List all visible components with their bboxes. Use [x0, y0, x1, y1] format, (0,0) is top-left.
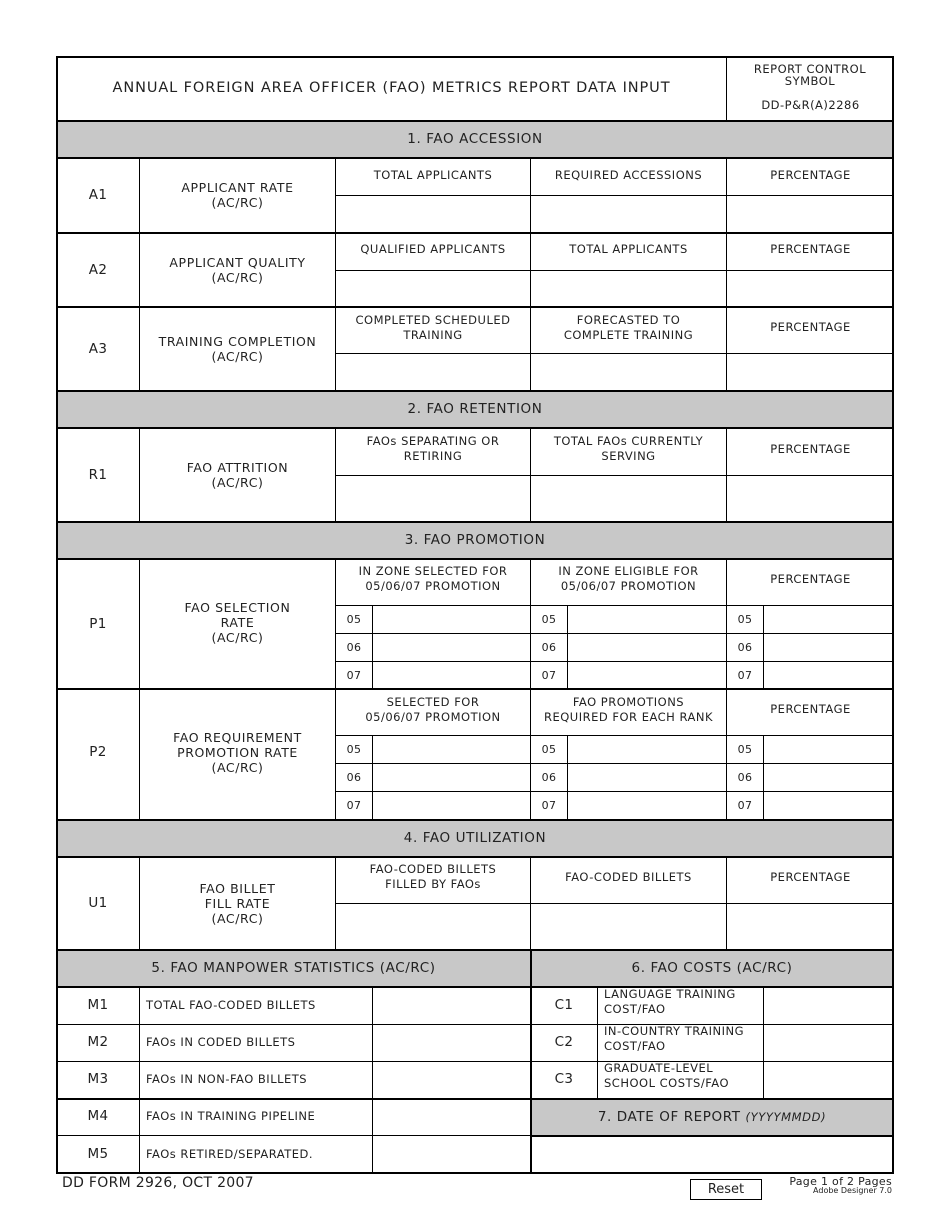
col-header: TOTAL APPLICANTS [569, 241, 688, 256]
p2-selected-06-input[interactable] [373, 764, 530, 791]
col-header [531, 432, 726, 466]
row-id-c1: C1 [554, 997, 574, 1013]
name-sub: (AC/RC) [211, 910, 264, 926]
col-header: PERCENTAGE [770, 319, 851, 334]
row-name-r1 [140, 428, 335, 522]
p1-eligible-07-input[interactable] [568, 662, 726, 688]
header-line: FILLED BY FAOs [385, 877, 481, 891]
a3-percentage-input[interactable] [727, 354, 893, 390]
manpower-label: FAOs RETIRED/SEPARATED. [146, 1146, 314, 1161]
col-header [336, 432, 530, 466]
col-header: PERCENTAGE [770, 441, 851, 456]
header-line: TRAINING [403, 328, 463, 342]
rcs-label: REPORT CONTROL SYMBOL [753, 62, 867, 88]
m5-input[interactable] [373, 1136, 530, 1172]
header-line: FAO PROMOTIONS [572, 695, 685, 709]
cost-label-line: LANGUAGE TRAINING [604, 987, 736, 1001]
header-line: SELECTED FOR [386, 695, 480, 709]
a3-completed-input[interactable] [336, 354, 530, 390]
a2-percentage-input[interactable] [727, 271, 893, 306]
header-line: 05/06/07 PROMOTION [365, 710, 501, 724]
p2-percentage-06-input[interactable] [764, 764, 893, 791]
rank-label: 05 [737, 613, 753, 626]
cost-label [598, 987, 763, 1024]
section-6-title: 6. FAO COSTS (AC/RC) [631, 960, 793, 976]
m3-input[interactable] [373, 1062, 530, 1098]
col-header: FAO-CODED BILLETS [565, 869, 692, 884]
row-id-m1: M1 [87, 997, 109, 1013]
section-4-title: 4. FAO UTILIZATION [403, 830, 547, 846]
cost-label-line: GRADUATE-LEVEL [604, 1061, 714, 1075]
col-header: TOTAL APPLICANTS [373, 167, 493, 182]
col-header [531, 562, 726, 596]
row-name-a2 [140, 233, 335, 307]
p1-percentage-05-input[interactable] [764, 606, 893, 633]
a1-required-accessions-input[interactable] [531, 196, 726, 232]
name-line: FAO BILLET [199, 880, 276, 896]
reset-button[interactable]: Reset [690, 1179, 762, 1200]
c1-input[interactable] [764, 988, 893, 1024]
header-line: COMPLETE TRAINING [563, 328, 694, 342]
r1-separating-input[interactable] [336, 476, 530, 521]
p1-percentage-07-input[interactable] [764, 662, 893, 688]
u1-coded-billets-input[interactable] [531, 904, 726, 949]
header-line: FORECASTED TO [576, 313, 681, 327]
rank-label: 06 [541, 771, 557, 784]
row-id-u1: U1 [88, 894, 108, 911]
c3-input[interactable] [764, 1062, 893, 1098]
manpower-label: FAOs IN TRAINING PIPELINE [146, 1109, 316, 1123]
rank-label: 07 [346, 669, 362, 682]
header-line: REQUIRED FOR EACH RANK [544, 710, 713, 724]
name-line: TRAINING COMPLETION [158, 334, 317, 349]
p1-percentage-06-input[interactable] [764, 634, 893, 661]
section-7-title [531, 1099, 893, 1136]
row-id-p1: P1 [89, 615, 107, 632]
c2-input[interactable] [764, 1025, 893, 1061]
rank-label: 05 [737, 743, 753, 756]
rank-label: 07 [346, 799, 362, 812]
rank-label: 05 [346, 743, 362, 756]
u1-percentage-input[interactable] [727, 904, 893, 949]
rank-label: 06 [346, 641, 362, 654]
p2-selected-07-input[interactable] [373, 792, 530, 819]
rank-label: 05 [346, 613, 362, 626]
name-sub: (AC/RC) [211, 475, 264, 490]
name-sub: (AC/RC) [211, 195, 264, 210]
row-id-c3: C3 [554, 1071, 574, 1087]
name-line: APPLICANT QUALITY [169, 255, 306, 270]
row-id-p2: P2 [89, 744, 107, 760]
rank-label: 06 [737, 641, 753, 654]
col-header [531, 311, 726, 345]
row-name-a1 [140, 158, 335, 232]
row-id-a3: A3 [88, 340, 108, 357]
section-7-label: 7. DATE OF REPORT [597, 1109, 741, 1125]
form-title: ANNUAL FOREIGN AREA OFFICER (FAO) METRICS REPORT DATA INPUT [112, 80, 671, 96]
col-header [336, 860, 530, 894]
col-header [531, 693, 726, 727]
header-line: FAO-CODED BILLETS [369, 862, 497, 876]
u1-filled-input[interactable] [336, 904, 530, 949]
rank-label: 06 [346, 771, 362, 784]
row-name-p2 [140, 690, 335, 815]
header-line: SERVING [601, 449, 656, 463]
a1-percentage-input[interactable] [727, 196, 893, 232]
header-line: COMPLETED SCHEDULED [355, 313, 511, 327]
rank-label: 07 [541, 799, 557, 812]
p1-selected-05-input[interactable] [373, 606, 530, 633]
col-header [336, 311, 530, 345]
name-line: FAO SELECTION [184, 599, 291, 615]
row-id-a1: A1 [88, 186, 108, 203]
row-name-a3 [140, 307, 335, 391]
a2-qualified-applicants-input[interactable] [336, 271, 530, 306]
section-3-title: 3. FAO PROMOTION [404, 532, 546, 548]
p2-required-05-input[interactable] [568, 736, 726, 763]
page-label: Page 1 of 2 Pages [789, 1175, 892, 1188]
rank-label: 06 [737, 771, 753, 784]
rank-label: 07 [737, 669, 753, 682]
cost-label-line: IN-COUNTRY TRAINING [604, 1024, 745, 1038]
rank-label: 05 [541, 743, 557, 756]
designer-label: Adobe Designer 7.0 [813, 1186, 892, 1195]
manpower-label: FAOs IN NON-FAO BILLETS [146, 1072, 308, 1086]
row-id-m2: M2 [87, 1034, 109, 1050]
name-sub: (AC/RC) [211, 349, 264, 364]
name-sub: (AC/RC) [211, 760, 264, 775]
p1-selected-06-input[interactable] [373, 634, 530, 661]
p1-selected-07-input[interactable] [373, 662, 530, 688]
col-header: REQUIRED ACCESSIONS [554, 167, 703, 182]
section-1-title: 1. FAO ACCESSION [407, 131, 543, 147]
row-id-r1: R1 [88, 466, 108, 483]
section-2-title: 2. FAO RETENTION [407, 401, 543, 417]
col-header [336, 693, 530, 727]
header-line: TOTAL FAOs CURRENTLY [553, 434, 704, 448]
rank-label: 05 [541, 613, 557, 626]
col-header: PERCENTAGE [770, 571, 851, 586]
name-sub: (AC/RC) [211, 629, 264, 645]
name-line: RATE [220, 614, 255, 630]
cost-label [598, 1061, 763, 1098]
p2-required-06-input[interactable] [568, 764, 726, 791]
header-line: FAOs SEPARATING OR [366, 434, 500, 448]
r1-serving-input[interactable] [531, 476, 726, 521]
rank-label: 07 [541, 669, 557, 682]
name-line: FAO ATTRITION [186, 460, 289, 475]
col-header: PERCENTAGE [770, 241, 851, 256]
m4-input[interactable] [373, 1100, 530, 1135]
p2-selected-05-input[interactable] [373, 736, 530, 763]
manpower-label: FAOs IN CODED BILLETS [146, 1035, 296, 1049]
p2-percentage-07-input[interactable] [764, 792, 893, 819]
m1-input[interactable] [373, 988, 530, 1024]
row-name-p1 [140, 559, 335, 685]
header-line: 05/06/07 PROMOTION [365, 579, 501, 593]
r1-percentage-input[interactable] [727, 476, 893, 521]
row-id-m4: M4 [87, 1108, 109, 1124]
m2-input[interactable] [373, 1025, 530, 1061]
name-line: PROMOTION RATE [177, 745, 298, 760]
rank-label: 06 [541, 641, 557, 654]
name-sub: (AC/RC) [211, 270, 264, 285]
p1-eligible-06-input[interactable] [568, 634, 726, 661]
name-line: APPLICANT RATE [181, 180, 294, 195]
name-line: FAO REQUIREMENT [173, 730, 302, 745]
a2-total-applicants-input[interactable] [531, 271, 726, 306]
row-id-a2: A2 [88, 261, 108, 278]
a1-total-applicants-input[interactable] [336, 196, 530, 232]
date-of-report-input[interactable] [532, 1137, 893, 1172]
cost-label-line: SCHOOL COSTS/FAO [604, 1076, 729, 1090]
manpower-label: TOTAL FAO-CODED BILLETS [146, 998, 316, 1012]
rcs-value: DD-P&R(A)2286 [761, 97, 860, 112]
name-line: FILL RATE [204, 895, 271, 911]
cost-label [598, 1024, 763, 1061]
col-header: PERCENTAGE [770, 869, 851, 884]
col-header: QUALIFIED APPLICANTS [360, 241, 506, 256]
col-header [336, 562, 530, 596]
row-id-m3: M3 [87, 1071, 109, 1087]
header-line: IN ZONE SELECTED FOR [358, 564, 508, 578]
cost-label-line: COST/FAO [604, 1039, 666, 1053]
row-id-m5: M5 [87, 1145, 109, 1162]
col-header: PERCENTAGE [770, 167, 851, 182]
section-7-hint: (YYYYMMDD) [745, 1110, 827, 1124]
p1-eligible-05-input[interactable] [568, 606, 726, 633]
row-name-u1 [140, 857, 335, 949]
row-id-c2: C2 [554, 1034, 574, 1050]
header-line: 05/06/07 PROMOTION [560, 579, 697, 593]
header-line: IN ZONE ELIGIBLE FOR [558, 564, 699, 578]
header-line: RETIRING [403, 449, 463, 463]
col-header: PERCENTAGE [770, 701, 851, 716]
a3-forecasted-input[interactable] [531, 354, 726, 390]
form-number: DD FORM 2926, OCT 2007 [62, 1175, 254, 1191]
p2-percentage-05-input[interactable] [764, 736, 893, 763]
cost-label-line: COST/FAO [604, 1002, 666, 1016]
rank-label: 07 [737, 799, 753, 812]
section-5-title: 5. FAO MANPOWER STATISTICS (AC/RC) [151, 960, 436, 976]
p2-required-07-input[interactable] [568, 792, 726, 819]
